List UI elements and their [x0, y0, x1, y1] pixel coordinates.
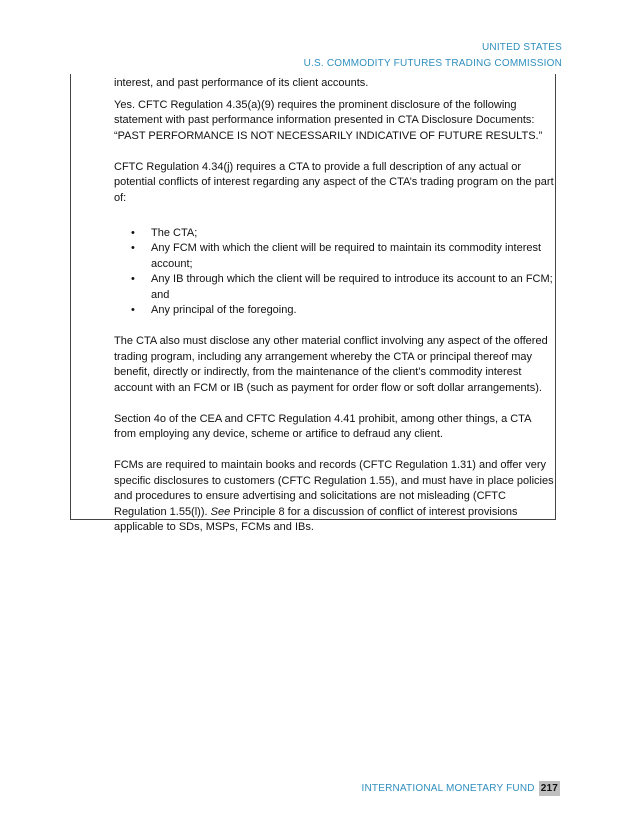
list-item: • Any FCM with which the client will be required to maintain its commodity interest account;	[131, 242, 542, 270]
bullet-icon: •	[131, 304, 135, 316]
page-footer	[362, 780, 561, 796]
bullet-icon: •	[131, 226, 135, 239]
paragraph-conflicts: CFTC Regulation 4.34(j) requires a CTA to provide a full description of any actual or potential conflicts of interest regarding any aspect of the CTA’s trading program on the part of:	[114, 160, 554, 204]
paragraph-continuation: interest, and past performance of its client accounts.	[114, 77, 369, 89]
bullet-icon: •	[131, 242, 135, 254]
answer-text	[114, 76, 554, 536]
footer-org: INTERNATIONAL MONETARY FUND	[361, 782, 535, 794]
header-country: UNITED STATES	[481, 42, 562, 53]
paragraph-section-4o: Section 4o of the CEA and CFTC Regulation 4.41 prohibit, among other things, a CTA from employing any device, scheme or artifice to defraud any client.	[114, 412, 531, 440]
paragraph-fcm-requirements: FCMs are required to maintain books and records (CFTC Regulation 1.31) and offer very specific disclosures to customers (CFTC Regulation 1.55), and must have in place policies and procedures to ensure advertising and solicitations are not misleading (CFTC Regulation 1.55(l)). See Principle 8 for a discussion of conflict of interest provisions applicable to SDs, MSPs, FCMs and IBs.	[114, 459, 554, 533]
page-number: 217	[540, 782, 558, 794]
see-reference: See	[210, 505, 231, 518]
paragraph-material-conflict: The CTA also must disclose any other material conflict involving any aspect of the offered trading program, including any arrangement whereby the CTA or principal thereof may benefit, directly or indirectly, from the maintenance of the client’s commodity interest account with an FCM or IB (such as payment for order flow or soft dollar arrangements).	[114, 335, 548, 394]
page-header	[304, 40, 562, 72]
list-item: • Any principal of the foregoing.	[114, 303, 554, 319]
bullet-icon: •	[131, 273, 135, 285]
paragraph-past-performance: Yes. CFTC Regulation 4.35(a)(9) requires the prominent disclosure of the following statement with past performance information presented in CTA Disclosure Documents: “PAST PERFORMANCE IS NOT NECESSARILY INDICATIVE OF FUTURE RESULTS.”	[114, 98, 543, 142]
list-item: • Any IB through which the client will be required to introduce its account to an FCM; and	[131, 273, 553, 301]
conflict-party-list	[114, 226, 554, 319]
header-agency: U.S. COMMODITY FUTURES TRADING COMMISSION	[303, 58, 562, 69]
list-item: • The CTA;	[114, 226, 554, 242]
